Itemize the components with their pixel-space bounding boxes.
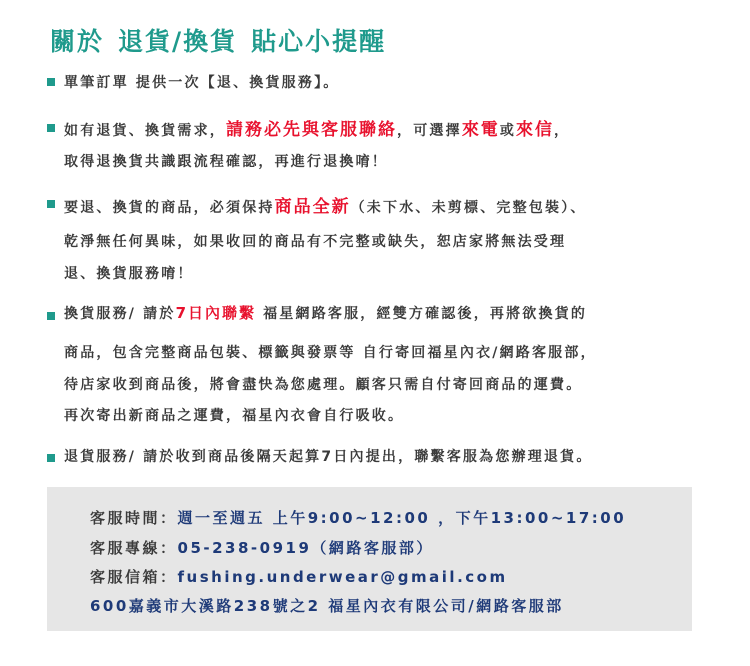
service-email-label: 客服信箱： (90, 568, 178, 586)
title-part3: 貼心小提醒 (251, 27, 387, 56)
company-address: 600嘉義市大溪路238號之2 福星內衣有限公司/網路客服部 (90, 597, 564, 615)
bullet-square-icon (47, 124, 55, 132)
notice-exchange-service: 換貨服務/ 請於7日內聯繫 福星網路客服，經雙方確認後，再將欲換貨的 (64, 304, 588, 322)
title-part1: 關於 (50, 27, 105, 56)
service-hours-label: 客服時間： (90, 509, 178, 527)
highlight-7-days: 7日內聯繫 (175, 304, 257, 322)
highlight-contact-first: 請務必先與客服聯絡 (226, 120, 397, 140)
page-title (50, 22, 400, 58)
notice-exchange-line3: 待店家收到商品後，將會盡快為您處理。顧客只需自付寄回商品的運費。 (64, 377, 583, 393)
service-phone-label: 客服專線： (90, 539, 178, 557)
notice-new-condition-line2: 乾淨無任何異味，如果收回的商品有不完整或缺失，恕店家將無法受理 (64, 234, 567, 250)
bullet-square-icon (47, 454, 55, 462)
title-part2: 退貨/換貨 (118, 27, 238, 56)
bullet-square-icon (47, 312, 55, 320)
service-hours-value: 週一至週五 上午9:00~12:00 ，下午13:00~17:00 (177, 509, 627, 527)
highlight-email: 來信 (516, 120, 555, 140)
notice-new-condition: 要退、換貨的商品，必須保持商品全新（未下水、未剪標、完整包裝）、 (64, 197, 587, 217)
notice-exchange-line4: 再次寄出新商品之運費，福星內衣會自行吸收。 (64, 408, 405, 424)
notice-exchange-line2: 商品，包含完整商品包裝、標籤與發票等 自行寄回福星內衣/網路客服部， (64, 345, 597, 361)
notice-single-order: 單筆訂單 提供一次【退、換貨服務】。 (64, 75, 340, 91)
service-email-value[interactable]: fushing.underwear@gmail.com (177, 568, 508, 586)
highlight-brand-new: 商品全新 (274, 197, 351, 217)
notice-return-service: 退貨服務/ 請於收到商品後隔天起算7日內提出，聯繫客服為您辦理退貨。 (64, 449, 593, 465)
bullet-square-icon (47, 200, 55, 208)
notice-contact-first: 如有退貨、換貨需求，請務必先與客服聯絡，可選擇來電或來信， (64, 120, 571, 140)
service-hours (90, 507, 626, 528)
service-phone-value[interactable]: 05-238-0919（網路客服部） (177, 539, 434, 557)
notice-contact-first-line2: 取得退換貨共識跟流程確認，再進行退換唷！ (64, 154, 388, 170)
bullet-square-icon (47, 78, 55, 86)
service-email (90, 566, 508, 587)
service-phone (90, 537, 434, 558)
notice-new-condition-line3: 退、換貨服務唷！ (64, 266, 194, 282)
highlight-phone: 來電 (461, 120, 500, 140)
